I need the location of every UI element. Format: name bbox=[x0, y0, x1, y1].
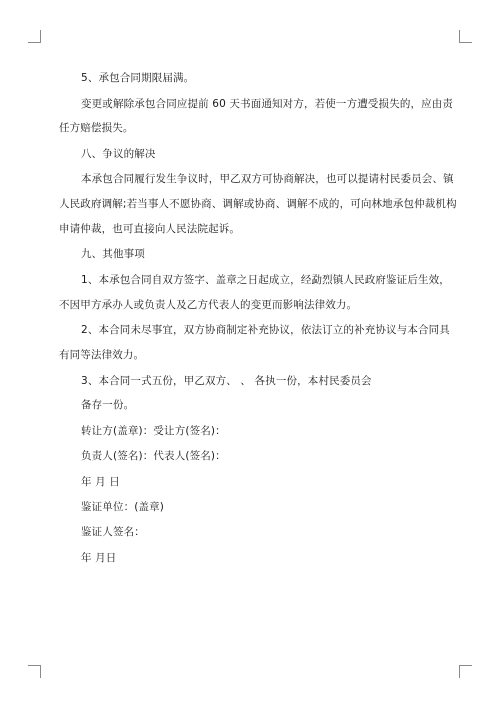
dispute-line3: 申请仲裁，也可直接向人民法院起诉。 bbox=[59, 223, 241, 235]
other-item1-line1: 1、本承包合同自双方签字、盖章之日起成立，经勐烈镇人民政府鉴证后生效， bbox=[81, 274, 450, 286]
crop-mark-top-left bbox=[28, 30, 41, 43]
certifier-signature: 鉴证人签名： bbox=[81, 526, 145, 538]
crop-mark-top-right bbox=[459, 30, 472, 43]
transferor-transferee-signature: 转让方(盖章)：受让方(签名)： bbox=[81, 425, 226, 437]
crop-mark-bottom-left bbox=[28, 665, 41, 678]
dispute-line1: 本承包合同履行发生争议时，甲乙双方可协商解决，也可以提请村民委员会、镇 bbox=[81, 173, 454, 185]
other-item2-line1: 2、本合同未尽事宜，双方协商制定补充协议，依法订立的补充协议与本合同具 bbox=[81, 324, 450, 336]
other-item1-line2: 不因甲方承办人或负责人及乙方代表人的变更而影响法律效力。 bbox=[59, 299, 358, 311]
section-heading-dispute: 八、争议的解决 bbox=[81, 148, 156, 160]
certifying-unit-seal: 鉴证单位：(盖章) bbox=[81, 501, 165, 513]
other-item3-line2: 备存一份。 bbox=[81, 399, 135, 411]
other-item3-line1: 3、本合同一式五份，甲乙双方、 、 各执一份，本村民委员会 bbox=[81, 375, 372, 387]
change-termination-line2: 任方赔偿损失。 bbox=[59, 122, 134, 134]
section-heading-other: 九、其他事项 bbox=[81, 248, 145, 260]
change-termination-line1: 变更或解除承包合同应提前 60 天书面通知对方，若使一方遭受损失的，应由责 bbox=[81, 98, 454, 110]
responsible-representative-signature: 负责人(签名)：代表人(签名)： bbox=[81, 450, 226, 462]
crop-mark-bottom-right bbox=[459, 665, 472, 678]
date-line-1: 年 月 日 bbox=[81, 476, 120, 488]
clause-5-item: 5、承包合同期限届满。 bbox=[81, 72, 195, 84]
other-item2-line2: 有同等法律效力。 bbox=[59, 349, 145, 361]
date-line-2: 年 月日 bbox=[81, 552, 117, 564]
dispute-line2: 人民政府调解;若当事人不愿协商、调解或协商、调解不成的，可向林地承包仲裁机构 bbox=[59, 198, 457, 210]
